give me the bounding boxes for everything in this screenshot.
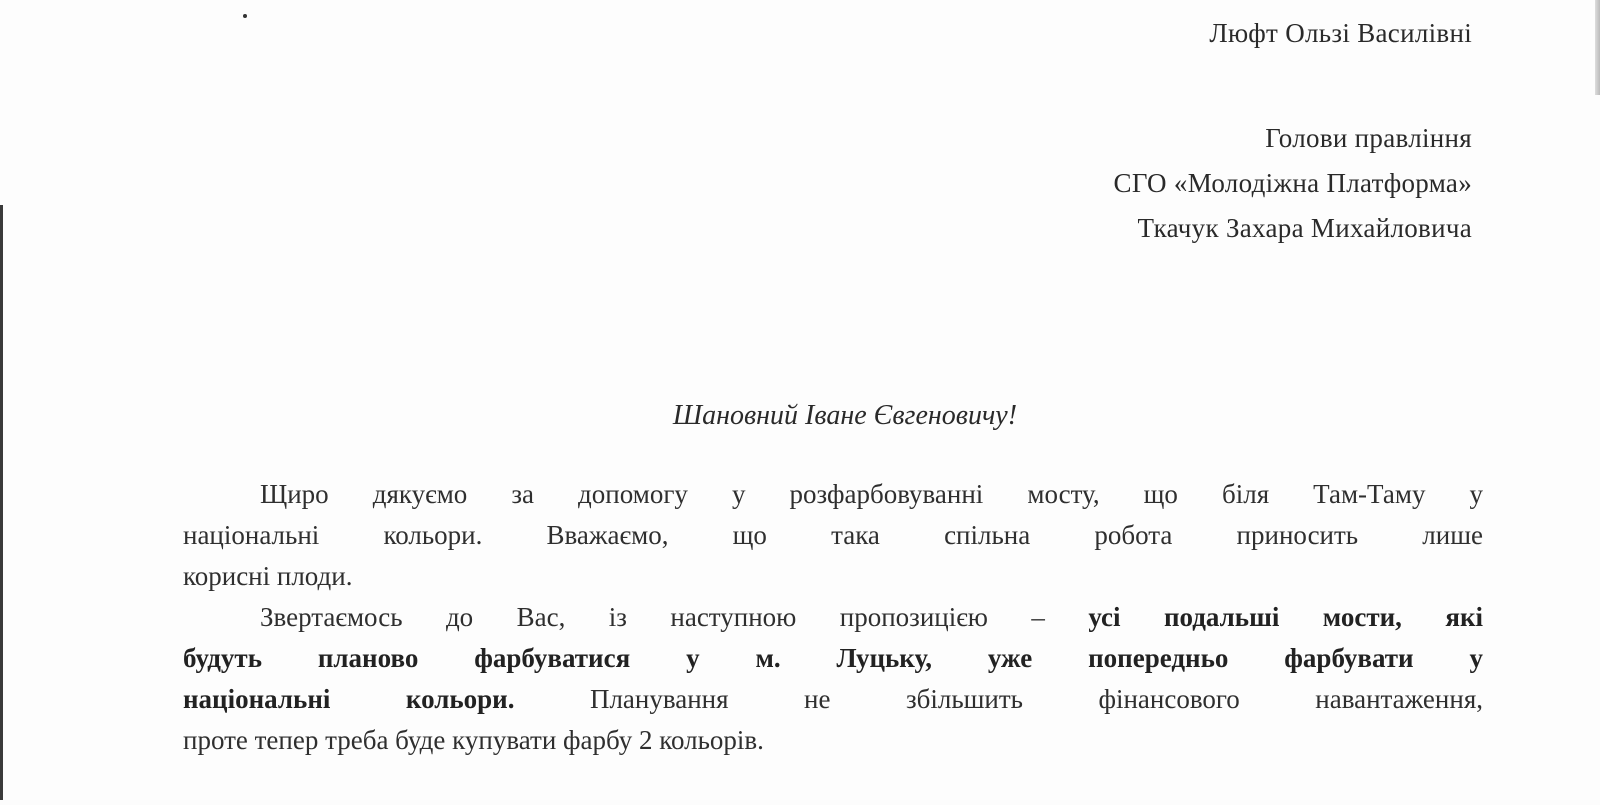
paragraph-1-line-3: корисні плоди. <box>183 561 353 591</box>
recipient-name: Люфт Ользі Василівні <box>1209 18 1472 48</box>
sender-title: Голови правління <box>1265 123 1472 153</box>
paragraph-1 <box>183 474 1483 597</box>
sender-name: Ткачук Захара Михайловича <box>1137 213 1472 243</box>
scan-speck <box>243 14 247 18</box>
scan-left-edge <box>0 205 3 800</box>
paragraph-2-line-1: Звертаємось до Вас, із наступною пропозицією – усі подальші мости, які <box>260 602 1483 632</box>
cropped-next-line <box>250 785 1480 805</box>
salutation: Шановний Іване Євгеновичу! <box>672 400 1018 431</box>
sender-organization: СГО «Молодіжна Платформа» <box>1113 168 1472 198</box>
scan-right-edge <box>1595 0 1600 95</box>
paragraph-2-line-4: проте тепер треба буде купувати фарбу 2 кольорів. <box>183 725 764 755</box>
paragraph-2-line-3: національні кольори. Планування не збільшить фінансового навантаження, <box>183 684 1483 714</box>
paragraph-1-line-2: національні кольори. Вважаємо, що така спільна робота приносить лише <box>183 520 1483 550</box>
paragraph-2 <box>183 597 1483 761</box>
paragraph-1-line-1: Щиро дякуємо за допомогу у розфарбовуванні мосту, що біля Там-Таму у <box>260 479 1483 509</box>
paragraph-2-line-2: будуть планово фарбуватися у м. Луцьку, уже попередньо фарбувати у <box>183 643 1483 673</box>
